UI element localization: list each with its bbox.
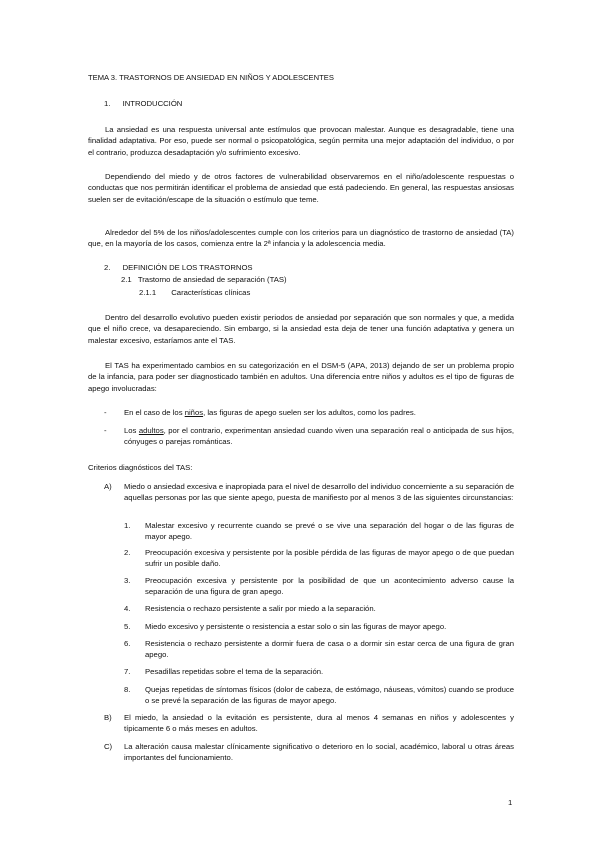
section-number: 2.1 [121, 275, 132, 284]
sub-item-text: Resistencia o rechazo persistente a dormir fuera de casa o a dormir sin estar cerca de una figura de gran apego. [145, 639, 514, 660]
sub-item-text: Preocupación excesiva y persistente por la posibilidad de que un acontecimiento adverso cause la separación de una figura de gran apego. [145, 576, 514, 597]
sub-item-text: Preocupación excesiva y persistente por la posible pérdida de las figuras de mayor apego o de que puedan sufrir un posible daño. [145, 548, 514, 569]
section-label: INTRODUCCIÓN [122, 99, 183, 108]
section-number: 2.1.1 [139, 288, 157, 297]
tas-paragraph: El TAS ha experimentado cambios en su categorización en el DSM-5 (APA, 2013) dejando de ser un problema propio de la infancia, para poder ser diagnosticado también en adultos. Una diferencia entre niños y adultos es el tipo de figuras de apego involucradas: [88, 361, 514, 393]
sub-item-text: Quejas repetidas de síntomas físicos (dolor de cabeza, de estómago, náuseas, vómitos) cuando se produce o se prevé la separación de las figuras de mayor apego. [145, 685, 514, 706]
sub-item-number: 6. [124, 639, 131, 648]
sub-item-number: 7. [124, 667, 131, 676]
criterion-c-text: La alteración causa malestar clínicamente significativo o deterioro en lo social, académico, laboral u otras áreas importantes del funcionamiento. [124, 742, 514, 763]
sub-item-number: 1. [124, 521, 131, 530]
sub-item-number: 4. [124, 604, 131, 613]
bullet-marker: - [104, 426, 107, 435]
underlined-term: niños [184, 408, 204, 417]
sub-item-number: 3. [124, 576, 131, 585]
criterion-marker: A) [104, 482, 112, 491]
sub-item-text: Malestar excesivo y recurrente cuando se prevé o se vive una separación del hogar o de las figuras de mayor apego. [145, 521, 514, 542]
underlined-term: adultos [138, 426, 164, 435]
sub-item-text: Resistencia o rechazo persistente a salir por miedo a la separación. [145, 604, 376, 613]
page-number: 1 [508, 798, 513, 807]
intro-paragraph: La ansiedad es una respuesta universal ante estímulos que provocan malestar. Aunque es desagradable, tiene una finalidad adaptativa. Por eso, puede ser normal o psicopatológica, según permita una mejor adaptación del individuo, o por el contrario, produzca desadaptación y/o sufrimiento excesivo. [88, 125, 514, 157]
bullet-marker: - [104, 408, 107, 417]
section-label: Trastorno de ansiedad de separación (TAS) [137, 275, 287, 284]
sub-item-number: 5. [124, 622, 131, 631]
criterion-marker: C) [104, 742, 113, 751]
criterion-a-text: Miedo o ansiedad excesiva e inapropiada para el nivel de desarrollo del individuo concerniente a su separación de aquellas personas por las que siente apego, puesta de manifiesto por al menos 3 de las siguientes circunstancias: [124, 482, 514, 503]
criterion-b-text: El miedo, la ansiedad o la evitación es persistente, dura al menos 4 semanas en niños y adolescentes y típicamente 6 o más meses en adultos. [124, 713, 514, 734]
section-label: DEFINICIÓN DE LOS TRASTORNOS [122, 263, 253, 272]
section-label: Características clínicas [171, 288, 251, 297]
section-number: 1. [104, 99, 111, 108]
subsection-2-1-1-heading [139, 288, 250, 297]
bullet-item: Los adultos, por el contrario, experimentan ansiedad cuando viven una separación real o anticipada de sus hijos, cónyuges o parejas románticas. [124, 426, 514, 447]
intro-paragraph: Alrededor del 5% de los niños/adolescentes cumple con los criterios para un diagnóstico de trastorno de ansiedad (TA) que, en la mayoría de los casos, comienza entre la 2ª infancia y la adolescencia media. [88, 228, 514, 249]
section-1-heading [104, 99, 182, 108]
tas-paragraph: Dentro del desarrollo evolutivo pueden existir periodos de ansiedad por separación que son normales y que, a medida que el niño crece, va desapareciendo. Sin embargo, si la ansiedad esta deja de tener una función adaptativa y genera un malestar excesivo, estaríamos ante el TAS. [88, 313, 514, 345]
sub-item-text: Miedo excesivo y persistente o resistencia a estar solo o sin las figuras de mayor apego. [145, 622, 447, 631]
intro-paragraph: Dependiendo del miedo y de otros factores de vulnerabilidad observaremos en el niño/adolescente respuestas o conductas que nos permitirán identificar el problema de ansiedad que está padeciendo. En general, las respuestas ansiosas suelen ser de evitación/escape de la situación o estímulo que teme. [88, 172, 514, 204]
sub-item-number: 2. [124, 548, 131, 557]
criterion-marker: B) [104, 713, 112, 722]
section-number: 2. [104, 263, 111, 272]
bullet-item: En el caso de los niños, las figuras de apego suelen ser los adultos, como los padres. [124, 408, 416, 417]
section-2-heading [104, 263, 253, 272]
sub-item-text: Pesadillas repetidas sobre el tema de la separación. [145, 667, 324, 676]
sub-item-number: 8. [124, 685, 131, 694]
document-title: TEMA 3. TRASTORNOS DE ANSIEDAD EN NIÑOS Y ADOLESCENTES [88, 73, 334, 82]
subsection-2-1-heading [121, 275, 287, 284]
criteria-heading: Criterios diagnósticos del TAS: [88, 463, 193, 472]
